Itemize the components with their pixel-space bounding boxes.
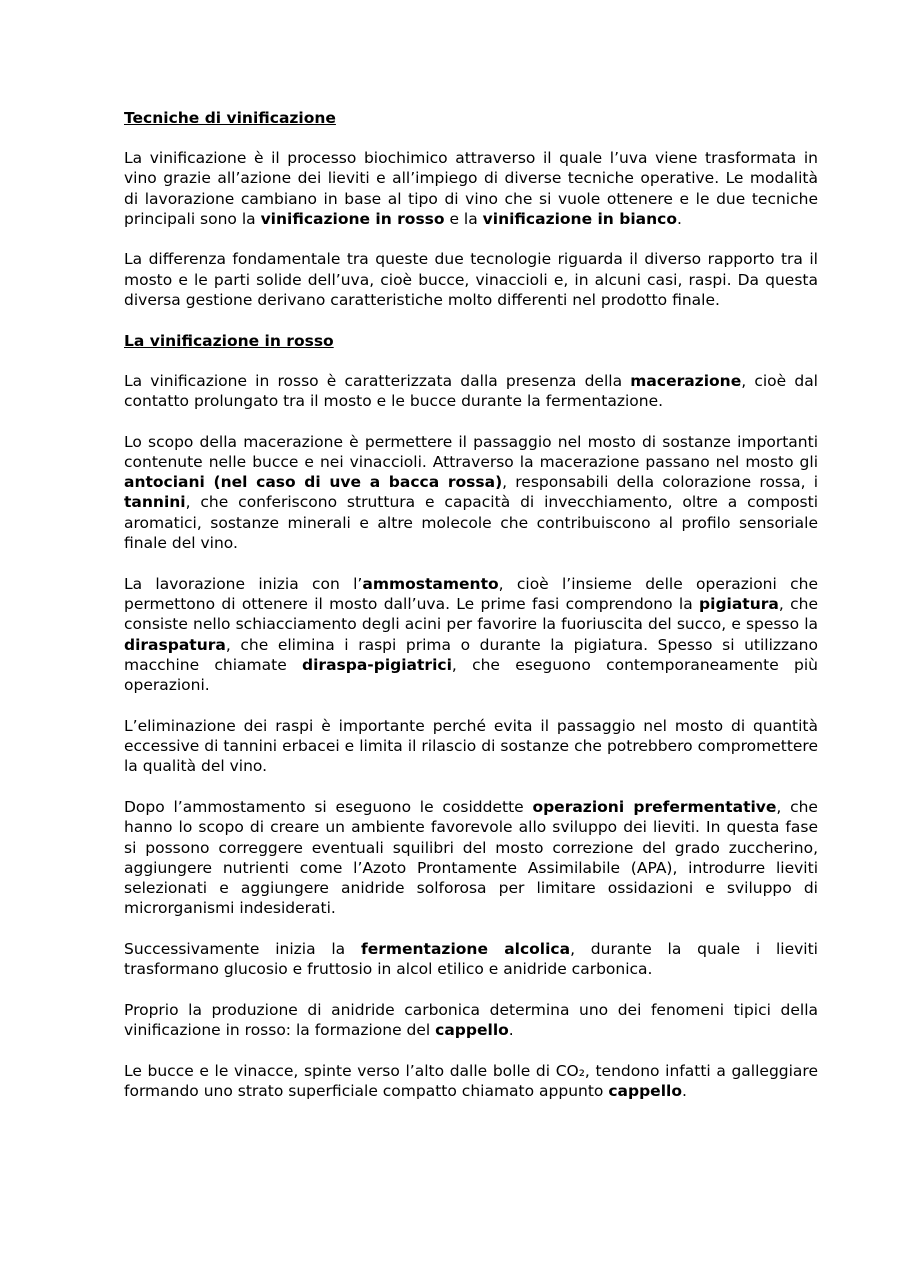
bold-term: tannini — [124, 493, 186, 512]
paragraph-cappello-definizione: Le bucce e le vinacce, spinte verso l’alto dalle bolle di CO₂, tendono infatti a galleggiare formando uno strato superficiale compatto chiamato appunto cappello. — [124, 1061, 818, 1101]
paragraph-macerazione: La vinificazione in rosso è caratterizzata dalla presenza della macerazione, cioè dal contatto prolungato tra il mosto e le bucce durante la fermentazione. — [124, 371, 818, 410]
paragraph-cappello-formazione: Proprio la produzione di anidride carbonica determina uno dei fenomeni tipici della vinificazione in rosso: la formazione del cappello. — [124, 1000, 818, 1040]
bold-term: antociani (nel caso di uve a bacca rossa) — [124, 473, 503, 492]
paragraph-differenza: La differenza fondamentale tra queste due tecnologie riguarda il diverso rapporto tra il mosto e le parti solide dell’uva, cioè bucce, vinaccioli e, in alcuni casi, raspi. Da questa diversa gestione derivano caratteristiche molto differenti nel prodotto finale. — [124, 250, 818, 310]
paragraph-intro: La vinificazione è il processo biochimico attraverso il quale l’uva viene trasformata in vino grazie all’azione dei lieviti e all’impiego di diverse tecniche operative. Le modalità di lavorazione cambiano in base al tipo di vino che si vuole ottenere e le due tecniche principali sono la vinificazione in rosso e la vinificazione in bianco. — [124, 149, 818, 228]
bold-term: pigiatura — [699, 594, 779, 613]
bold-term: vinificazione in bianco — [482, 209, 677, 228]
paragraph-raspi: L’eliminazione dei raspi è importante perché evita il passaggio nel mosto di quantità eccessive di tannini erbacei e limita il rilascio di sostanze che potrebbero compromettere la qualità del vino. — [124, 716, 818, 776]
paragraph-fermentazione: Successivamente inizia la fermentazione alcolica, durante la quale i lieviti trasformano glucosio e fruttosio in alcol etilico e anidride carbonica. — [124, 939, 818, 979]
bold-term: diraspatura — [124, 635, 226, 654]
heading-vinificazione-in-rosso: La vinificazione in rosso — [124, 331, 334, 350]
bold-term: diraspa-pigiatrici — [302, 655, 452, 674]
bold-term: cappello — [435, 1021, 509, 1040]
bold-term: fermentazione alcolica — [360, 939, 571, 958]
bold-term: vinificazione in rosso — [260, 209, 445, 228]
bold-term: ammostamento — [362, 574, 499, 593]
paragraph-ammostamento: La lavorazione inizia con l’ammostamento, cioè l’insieme delle operazioni che permettono di ottenere il mosto dall’uva. Le prime fasi comprendono la pigiatura, che consiste nello schiacciamento degli acini per favorire la fuoriuscita del succo, e spesso la diraspatura, che elimina i raspi prima o durante la pigiatura. Spesso si utilizzano macchine chiamate diraspa-pigiatrici, che eseguono contemporaneamente più operazioni. — [124, 574, 818, 695]
bold-term: macerazione — [630, 371, 742, 390]
document-body — [124, 108, 818, 1101]
bold-term: operazioni prefermentative — [532, 797, 777, 816]
bold-term: cappello — [608, 1082, 682, 1101]
paragraph-scopo-macerazione: Lo scopo della macerazione è permettere il passaggio nel mosto di sostanze importanti contenute nelle bucce e nei vinaccioli. Attraverso la macerazione passano nel mosto gli antociani (nel caso di uve a bacca rossa), responsabili della colorazione rossa, i tannini, che conferiscono struttura e capacità di invecchiamento, oltre a composti aromatici, sostanze minerali e altre molecole che contribuiscono al profilo sensoriale finale del vino. — [124, 432, 818, 553]
heading-tecniche-di-vinificazione: Tecniche di vinificazione — [124, 109, 336, 127]
paragraph-prefermentative: Dopo l’ammostamento si eseguono le cosiddette operazioni prefermentative, che hanno lo scopo di creare un ambiente favorevole allo sviluppo dei lieviti. In questa fase si possono correggere eventuali squilibri del mosto correzione del grado zuccherino, aggiungere nutrienti come l’Azoto Prontamente Assimilabile (APA), introdurre lieviti selezionati e aggiungere anidride solforosa per limitare ossidazioni e sviluppo di microrganismi indesiderati. — [124, 797, 818, 918]
